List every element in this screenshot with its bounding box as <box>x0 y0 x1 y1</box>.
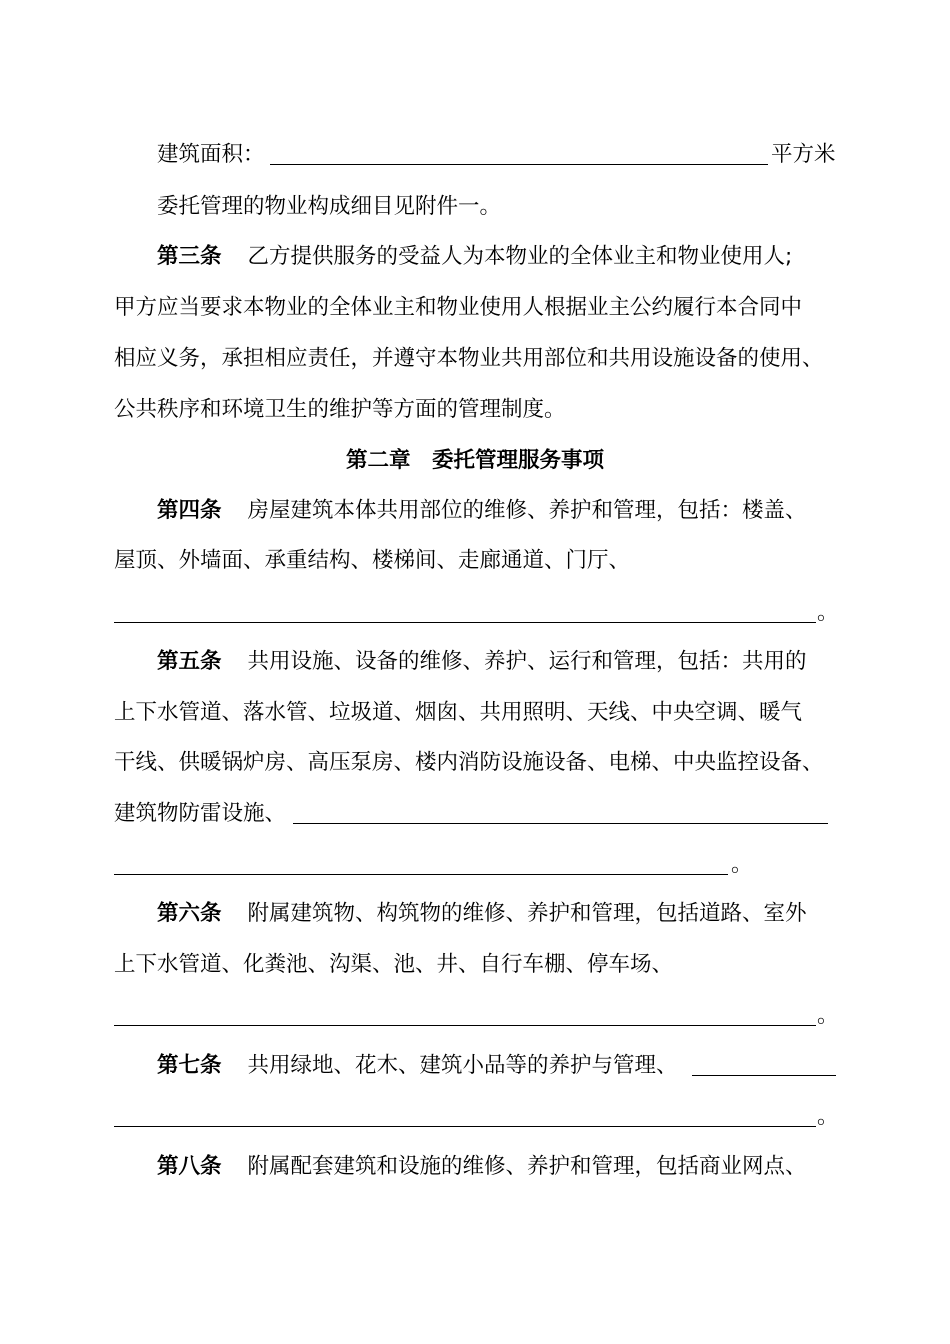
article-4-text-1: 房屋建筑本体共用部位的维修、养护和管理，包括：楼盖、 <box>247 498 807 523</box>
article-6-line-1 <box>157 894 950 934</box>
article-5-blank-1 <box>293 823 828 824</box>
article-5-line-3: 干线、供暖锅炉房、高压泵房、楼内消防设施设备、电梯、中央监控设备、 <box>114 750 824 775</box>
annex-note: 委托管理的物业构成细目见附件一。 <box>157 194 502 219</box>
article-6-end: 。 <box>817 1003 839 1028</box>
article-3-line-1 <box>157 237 950 277</box>
article-3-title: 第三条 <box>157 244 222 269</box>
article-5-line-4: 建筑物防雷设施、 <box>114 801 287 826</box>
article-4-line-1 <box>157 491 950 531</box>
article-8-text-1: 附属配套建筑和设施的维修、养护和管理，包括商业网点、 <box>247 1154 807 1179</box>
article-4-blank <box>114 622 816 623</box>
article-4-line-2: 屋顶、外墙面、承重结构、楼梯间、走廊通道、门厅、 <box>114 548 631 573</box>
article-3-line-2: 甲方应当要求本物业的全体业主和物业使用人根据业主公约履行本合同中 <box>114 295 803 320</box>
article-4-end: 。 <box>817 600 839 625</box>
article-7-blank-2 <box>114 1126 816 1127</box>
article-5-text-1: 共用设施、设备的维修、养护、运行和管理，包括：共用的 <box>247 649 807 674</box>
article-3-line-4: 公共秩序和环境卫生的维护等方面的管理制度。 <box>114 397 566 422</box>
article-5-end: 。 <box>731 852 753 877</box>
article-7-blank-1 <box>692 1075 836 1076</box>
article-5-title: 第五条 <box>157 649 222 674</box>
article-8-title: 第八条 <box>157 1154 222 1179</box>
article-7-text-1: 共用绿地、花木、建筑小品等的养护与管理、 <box>247 1053 678 1078</box>
article-5-line-1 <box>157 642 950 682</box>
article-8-line-1 <box>157 1147 950 1187</box>
article-5-blank-2 <box>114 874 728 875</box>
area-unit: 平方米 <box>771 142 836 167</box>
chapter-heading: 第二章 委托管理服务事项 <box>345 448 604 473</box>
article-6-title: 第六条 <box>157 901 222 926</box>
area-label: 建筑面积： <box>157 142 265 167</box>
article-7-line-1 <box>157 1046 950 1086</box>
article-4-title: 第四条 <box>157 498 222 523</box>
article-7-end: 。 <box>817 1104 839 1129</box>
article-6-line-2: 上下水管道、化粪池、沟渠、池、井、自行车棚、停车场、 <box>114 952 674 977</box>
article-6-text-1: 附属建筑物、构筑物的维修、养护和管理，包括道路、室外 <box>247 901 807 926</box>
article-6-blank <box>114 1025 816 1026</box>
article-7-title: 第七条 <box>157 1053 222 1078</box>
article-3-text-1: 乙方提供服务的受益人为本物业的全体业主和物业使用人; <box>247 244 793 269</box>
article-3-line-3: 相应义务，承担相应责任，并遵守本物业共用部位和共用设施设备的使用、 <box>114 346 824 371</box>
article-5-line-2: 上下水管道、落水管、垃圾道、烟囱、共用照明、天线、中央空调、暖气 <box>114 700 803 725</box>
area-blank <box>270 164 768 165</box>
